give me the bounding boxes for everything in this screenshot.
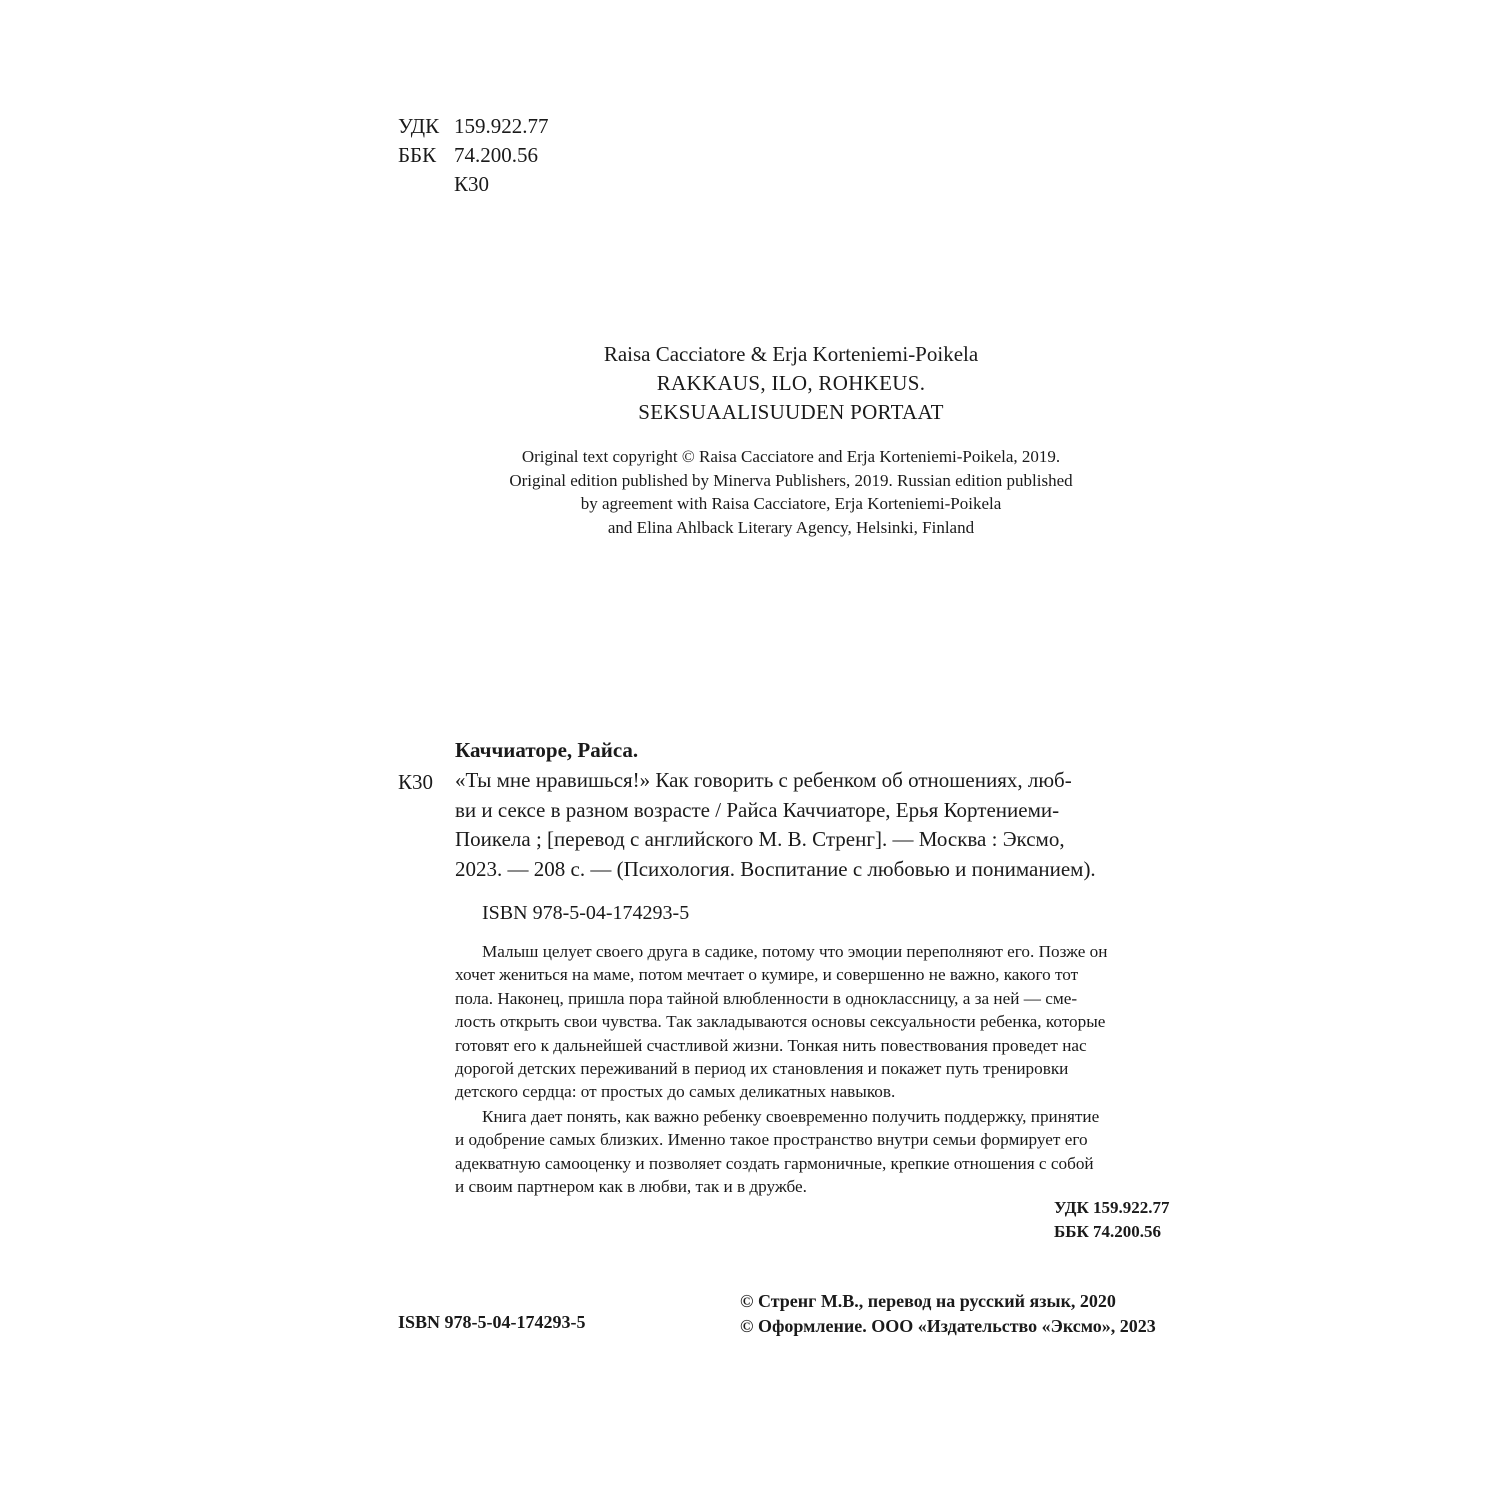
record-description-line: «Ты мне нравишься!» Как говорить с ребенком об отношениях, люб-	[455, 768, 1072, 792]
annotation-line: и своим партнером как в любви, так и в дружбе.	[455, 1177, 807, 1197]
bbk-row	[398, 141, 549, 170]
copyright-line: and Elina Ahlback Literary Agency, Helsinki, Finland	[607, 517, 975, 537]
annotation-line: хочет жениться на маме, потом мечтает о кумире, и совершенно не важно, какого тот	[455, 965, 1079, 985]
author-mark-row	[398, 170, 549, 199]
author-mark: К30	[454, 172, 490, 196]
udk-row	[398, 112, 549, 141]
annotation-line: Малыш целует своего друга в садике, потому что эмоции переполняют его. Позже он	[482, 942, 1108, 961]
record-author-heading: Каччиаторе, Райса.	[455, 738, 639, 762]
copyright-design: © Оформление. ООО «Издательство «Эксмо», 2023	[740, 1316, 1156, 1336]
record-description-line: 2023. — 208 с. — (Психология. Воспитание с любовью и пониманием).	[455, 856, 1096, 881]
footer-bbk: ББК 74.200.56	[1054, 1221, 1162, 1241]
record-isbn: ISBN 978-5-04-174293-5	[482, 902, 690, 924]
record-description-line: Поикела ; [перевод с английского М. В. Стренг]. — Москва : Эксмо,	[455, 827, 1065, 851]
copyright-translation: © Стренг М.В., перевод на русский язык, 2020	[740, 1291, 1116, 1311]
bbk-label: ББК	[398, 143, 437, 167]
annotation-paragraph-2	[455, 1105, 1184, 1199]
udk-label: УДК	[398, 114, 440, 138]
annotation-line: лость открыть свои чувства. Так закладываются основы сексуальности ребенка, которые	[455, 1012, 1106, 1032]
original-title-line-2: SEKSUAALISUUDEN PORTAAT	[638, 400, 944, 424]
annotation-line: Книга дает понять, как важно ребенку своевременно получить поддержку, принятие	[482, 1106, 1100, 1126]
record-description	[455, 766, 1188, 884]
copyright-line: Original text copyright © Raisa Cacciatore and Erja Korteniemi-Poikela, 2019.	[521, 447, 1061, 466]
copyright-line: by agreement with Raisa Cacciatore, Erja Korteniemi-Poikela	[580, 494, 1002, 513]
udk-value: 159.922.77	[454, 114, 549, 138]
annotation-line: пола. Наконец, пришла пора тайной влюбленности в одноклассницу, а за ней — сме-	[455, 988, 1078, 1008]
original-authors: Raisa Cacciatore & Erja Korteniemi-Poikela	[603, 342, 979, 366]
original-copyright	[400, 445, 1182, 539]
annotation-line: адекватную самооценку и позволяет создать гармоничные, крепкие отношения с собой	[455, 1153, 1094, 1173]
annotation-line: дорогой детских переживаний в период их становления и покажет путь тренировки	[455, 1059, 1069, 1079]
bbk-value: 74.200.56	[454, 143, 538, 167]
record-description-line: ви и сексе в разном возрасте / Райса Каччиаторе, Ерья Кортениеми-	[455, 797, 1060, 822]
copyright-line: Original edition published by Minerva Publishers, 2019. Russian edition published	[509, 470, 1073, 490]
footer-classification	[1054, 1196, 1170, 1243]
classification-block	[398, 112, 549, 199]
record-code: К30	[398, 770, 434, 794]
annotation-line: и одобрение самых близких. Именно такое пространство внутри семьи формирует его	[455, 1130, 1088, 1150]
footer-isbn: ISBN 978-5-04-174293-5	[398, 1312, 586, 1332]
annotation-paragraph-1	[455, 940, 1184, 1104]
annotation	[455, 940, 1184, 1198]
footer-copyrights	[740, 1289, 1156, 1339]
original-title-line-1: RAKKAUS, ILO, ROHKEUS.	[656, 371, 926, 395]
original-edition-block	[400, 340, 1182, 539]
annotation-line: детского сердца: от простых до самых деликатных навыков.	[455, 1082, 896, 1102]
annotation-line: готовят его к дальнейшей счастливой жизни. Тонкая нить повествования проведет нас	[455, 1035, 1087, 1055]
footer-udk: УДК 159.922.77	[1054, 1198, 1170, 1217]
